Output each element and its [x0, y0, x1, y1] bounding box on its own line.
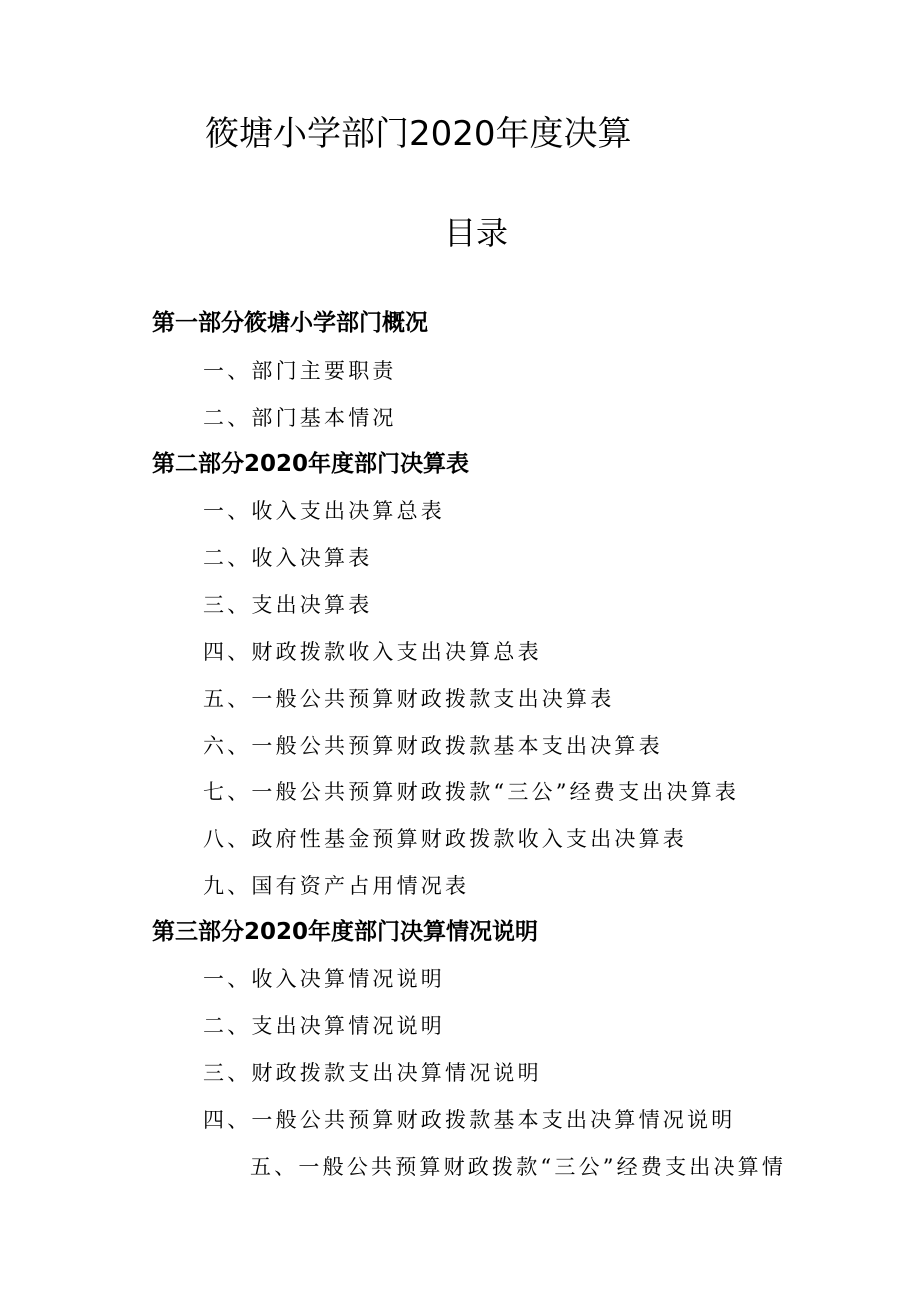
- toc-item: 四、财政拨款收入支出决算总表: [203, 640, 542, 664]
- toc-item: 五、一般公共预算财政拨款支出决算表: [203, 687, 615, 711]
- toc-item: 一、收入支出决算总表: [203, 499, 445, 523]
- toc-part-1: 第一部分筱塘小学部门概况: [152, 310, 428, 336]
- toc-item: 三、支出决算表: [203, 593, 373, 617]
- toc-part-3: 第三部分2020年度部门决算情况说明: [152, 919, 539, 945]
- toc-item: 六、一般公共预算财政拨款基本支出决算表: [203, 734, 663, 758]
- toc-item: 四、一般公共预算财政拨款基本支出决算情况说明: [203, 1108, 736, 1132]
- toc-item: 一、收入决算情况说明: [203, 967, 445, 991]
- toc-item: 五、一般公共预算财政拨款“三公”经费支出决算情: [250, 1155, 787, 1179]
- toc-item: 七、一般公共预算财政拨款“三公”经费支出决算表: [203, 780, 740, 804]
- toc-part-2: 第二部分2020年度部门决算表: [152, 451, 470, 477]
- toc-item: 二、支出决算情况说明: [203, 1014, 445, 1038]
- toc-item: 二、收入决算表: [203, 546, 373, 570]
- toc-item: 八、政府性基金预算财政拨款收入支出决算表: [203, 827, 687, 851]
- toc-item: 三、财政拨款支出决算情况说明: [203, 1061, 542, 1085]
- toc-heading: 目录: [444, 214, 509, 252]
- toc-item: 二、部门基本情况: [203, 406, 397, 430]
- document-title: 筱塘小学部门2020年度决算: [205, 114, 632, 154]
- toc-item: 一、部门主要职责: [203, 359, 397, 383]
- toc-item: 九、国有资产占用情况表: [203, 874, 470, 898]
